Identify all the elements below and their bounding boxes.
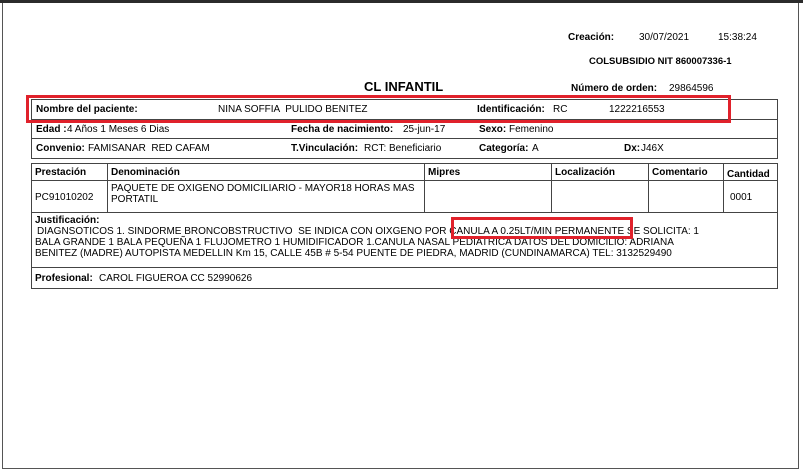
table-header-divider bbox=[31, 180, 778, 181]
highlight-oxygen-dose-box bbox=[451, 217, 633, 239]
convenio-value: FAMISANAR RED CAFAM bbox=[88, 143, 210, 154]
company-nit: COLSUBSIDIO NIT 860007336-1 bbox=[589, 56, 732, 67]
sexo-label: Sexo: bbox=[479, 124, 507, 135]
table-col-divider bbox=[648, 163, 649, 213]
row-cantidad: 0001 bbox=[730, 192, 753, 203]
identificacion-type: RC bbox=[553, 104, 568, 115]
table-header-cantidad: Cantidad bbox=[727, 169, 770, 180]
table-col-divider bbox=[424, 163, 425, 213]
dx-label: Dx: bbox=[624, 143, 641, 154]
highlight-patient-name-box bbox=[26, 95, 731, 123]
table-header-prestacion: Prestación bbox=[35, 167, 87, 178]
vinculacion-value: RCT: Beneficiario bbox=[364, 143, 442, 154]
nombre-label: Nombre del paciente: bbox=[36, 104, 138, 115]
table-col-divider bbox=[551, 163, 552, 213]
patient-row-divider-2 bbox=[31, 138, 778, 139]
table-col-divider bbox=[107, 163, 108, 213]
fecha-nacimiento-value: 25-jun-17 bbox=[403, 124, 446, 135]
orden-value: 29864596 bbox=[669, 83, 714, 94]
table-col-divider bbox=[723, 163, 724, 213]
nombre-value: NINA SOFFIA PULIDO BENITEZ bbox=[218, 104, 368, 115]
row-denominacion: PAQUETE DE OXIGENO DOMICILIARIO - MAYOR18 HORAS MAS PORTATIL bbox=[111, 183, 415, 205]
table-header-denominacion: Denominación bbox=[111, 167, 180, 178]
table-header-mipres: Mipres bbox=[428, 167, 461, 178]
categoria-value: A bbox=[532, 143, 539, 154]
justificacion-label: Justificación: bbox=[35, 215, 100, 226]
edad-value: 4 Años 1 Meses 6 Dias bbox=[67, 124, 170, 135]
document-title: CL INFANTIL bbox=[364, 79, 444, 94]
sexo-value: Femenino bbox=[509, 124, 554, 135]
identificacion-label: Identificación: bbox=[477, 104, 545, 115]
dx-value: J46X bbox=[641, 143, 664, 154]
profesional-value: CAROL FIGUEROA CC 52990626 bbox=[99, 273, 253, 284]
convenio-label: Convenio: bbox=[36, 143, 85, 154]
document-sheet bbox=[2, 3, 799, 469]
table-header-localizacion: Localización bbox=[555, 167, 616, 178]
table-header-comentario: Comentario bbox=[652, 167, 708, 178]
creacion-label: Creación: bbox=[568, 32, 615, 43]
creacion-date: 30/07/2021 bbox=[639, 32, 690, 43]
identificacion-value: 1222216553 bbox=[609, 104, 665, 115]
categoria-label: Categoría: bbox=[479, 143, 529, 154]
vinculacion-label: T.Vinculación: bbox=[291, 143, 359, 154]
fecha-nacimiento-label: Fecha de nacimiento: bbox=[291, 124, 394, 135]
row-prestacion: PC91010202 bbox=[35, 192, 94, 203]
justificacion-line-3: BENITEZ (MADRE) AUTOPISTA MEDELLIN Km 15, CALLE 45B # 5-54 PUENTE DE PIEDRA, MADRID (CUNDINAMARCA) TEL: 3132529490 bbox=[35, 248, 672, 259]
edad-label: Edad : bbox=[36, 124, 67, 135]
profesional-label: Profesional: bbox=[35, 273, 93, 284]
creacion-time: 15:38:24 bbox=[718, 32, 757, 43]
justificacion-line-1: DIAGNSOTICOS 1. SINDORME BRONCOBSTRUCTIVO SE INDICA CON OIXGENO POR CANULA A 0.25LT/MIN PERMANENTE SE SOLICITA: 1 bbox=[37, 226, 699, 237]
orden-label: Número de orden: bbox=[571, 83, 658, 94]
justificacion-line-2: BALA GRANDE 1 BALA PEQUEÑA 1 FLUJOMETRO 1 HUMIDIFICADOR 1.CANULA NASAL PEDIATRICA DATOS DEL DOMICILIO: ADRIANA bbox=[35, 237, 674, 248]
